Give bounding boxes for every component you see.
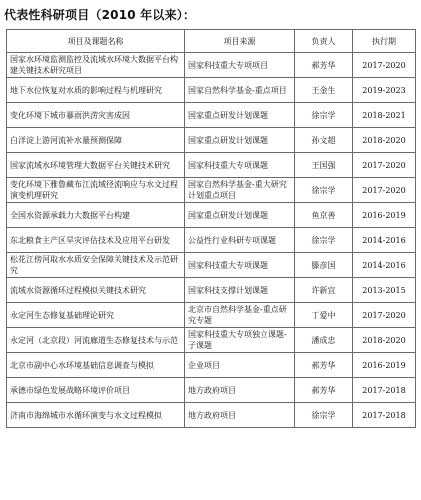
cell-project-source: 地方政府项目 [185,403,295,428]
table-row [7,78,416,103]
cell-project-name: 变化环境下雅鲁藏布江流域径流响应与水文过程演变机理研究 [7,178,185,203]
table-row [7,53,416,78]
cell-leader: 徐宗学 [295,403,353,428]
cell-leader: 王国强 [295,153,353,178]
cell-leader: 孙文超 [295,128,353,153]
cell-leader: 徐宗学 [295,103,353,128]
header-row [7,30,416,53]
cell-leader: 鱼京善 [295,203,353,228]
cell-period: 2017-2020 [353,53,416,78]
cell-project-source: 国家科技重大专项课题 [185,253,295,278]
cell-leader: 许新宜 [295,278,353,303]
cell-project-name: 济南市海绵城市水循环演变与水文过程模拟 [7,403,185,428]
cell-project-source: 国家科技重大专项项目 [185,53,295,78]
cell-project-name: 东北粮食主产区旱灾评估技术及应用平台研发 [7,228,185,253]
table-row [7,328,416,353]
table-row [7,178,416,203]
cell-project-source: 国家自然科学基金-重点项目 [185,78,295,103]
cell-project-source: 国家科技重大专项独立课题-子课题 [185,328,295,353]
cell-leader: 徐宗学 [295,178,353,203]
cell-period: 2014-2016 [353,253,416,278]
cell-project-source: 地方政府项目 [185,378,295,403]
cell-project-source: 公益性行业科研专项课题 [185,228,295,253]
table-row [7,203,416,228]
cell-period: 2017-2018 [353,378,416,403]
header-leader: 负责人 [295,30,353,53]
cell-project-source: 国家重点研发计划课题 [185,203,295,228]
cell-leader: 王金生 [295,78,353,103]
cell-leader: 郝芳华 [295,53,353,78]
cell-period: 2018-2021 [353,103,416,128]
cell-period: 2018-2020 [353,128,416,153]
table-row [7,103,416,128]
cell-project-name: 承德市绿色发展战略环境评价项目 [7,378,185,403]
cell-project-name: 北京市副中心水环境基础信息调查与模拟 [7,353,185,378]
table-body [7,53,416,428]
cell-project-source: 国家重点研发计划课题 [185,128,295,153]
cell-period: 2017-2020 [353,178,416,203]
cell-project-name: 白洋淀上游河流补水量预测保障 [7,128,185,153]
header-period: 执行期 [353,30,416,53]
cell-project-name: 松花江傍河取水水质安全保障关键技术及示范研究 [7,253,185,278]
projects-table [6,29,416,428]
cell-period: 2016-2019 [353,203,416,228]
table-row [7,228,416,253]
table-row [7,128,416,153]
cell-leader: 丁爱中 [295,303,353,328]
cell-project-name: 地下水位恢复对水质的影响过程与机理研究 [7,78,185,103]
cell-period: 2017-2020 [353,153,416,178]
cell-period: 2019-2023 [353,78,416,103]
table-row [7,153,416,178]
cell-project-source: 企业项目 [185,353,295,378]
cell-project-name: 永定河生态修复基础理论研究 [7,303,185,328]
cell-project-source: 国家科技重大专项课题 [185,153,295,178]
cell-project-source: 国家重点研发计划课题 [185,103,295,128]
cell-project-source: 国家自然科学基金-重大研究计划重点项目 [185,178,295,203]
cell-period: 2013-2015 [353,278,416,303]
table-row [7,253,416,278]
table-header [7,30,416,53]
cell-period: 2018-2020 [353,328,416,353]
table-row [7,303,416,328]
cell-project-name: 永定河（北京段）河流廊道生态修复技术与示范 [7,328,185,353]
cell-period: 2017-2020 [353,303,416,328]
table-row [7,278,416,303]
cell-project-source: 北京市自然科学基金-重点研究专题 [185,303,295,328]
cell-leader: 郝芳华 [295,378,353,403]
cell-project-name: 全国水资源承载力大数据平台构建 [7,203,185,228]
cell-project-name: 流域水资源循环过程模拟关键技术研究 [7,278,185,303]
cell-leader: 潘成忠 [295,328,353,353]
cell-leader: 徐宗学 [295,228,353,253]
cell-period: 2016-2019 [353,353,416,378]
section-heading: 代表性科研项目（2010 年以来）： [4,8,196,22]
cell-period: 2014-2016 [353,228,416,253]
cell-leader: 滕彦国 [295,253,353,278]
table-row [7,378,416,403]
table-row [7,403,416,428]
cell-period: 2017-2018 [353,403,416,428]
header-project-name: 项目及课题名称 [7,30,185,53]
cell-project-source: 国家科技支撑计划课题 [185,278,295,303]
table-row [7,353,416,378]
cell-project-name: 国家流域水环境管理大数据平台关键技术研究 [7,153,185,178]
cell-project-name: 国家水环境监测监控及流域水环境大数据平台构建关键技术研究项目 [7,53,185,78]
cell-leader: 郝芳华 [295,353,353,378]
cell-project-name: 变化环境下城市暴雨洪涝灾害成因 [7,103,185,128]
header-project-source: 项目来源 [185,30,295,53]
